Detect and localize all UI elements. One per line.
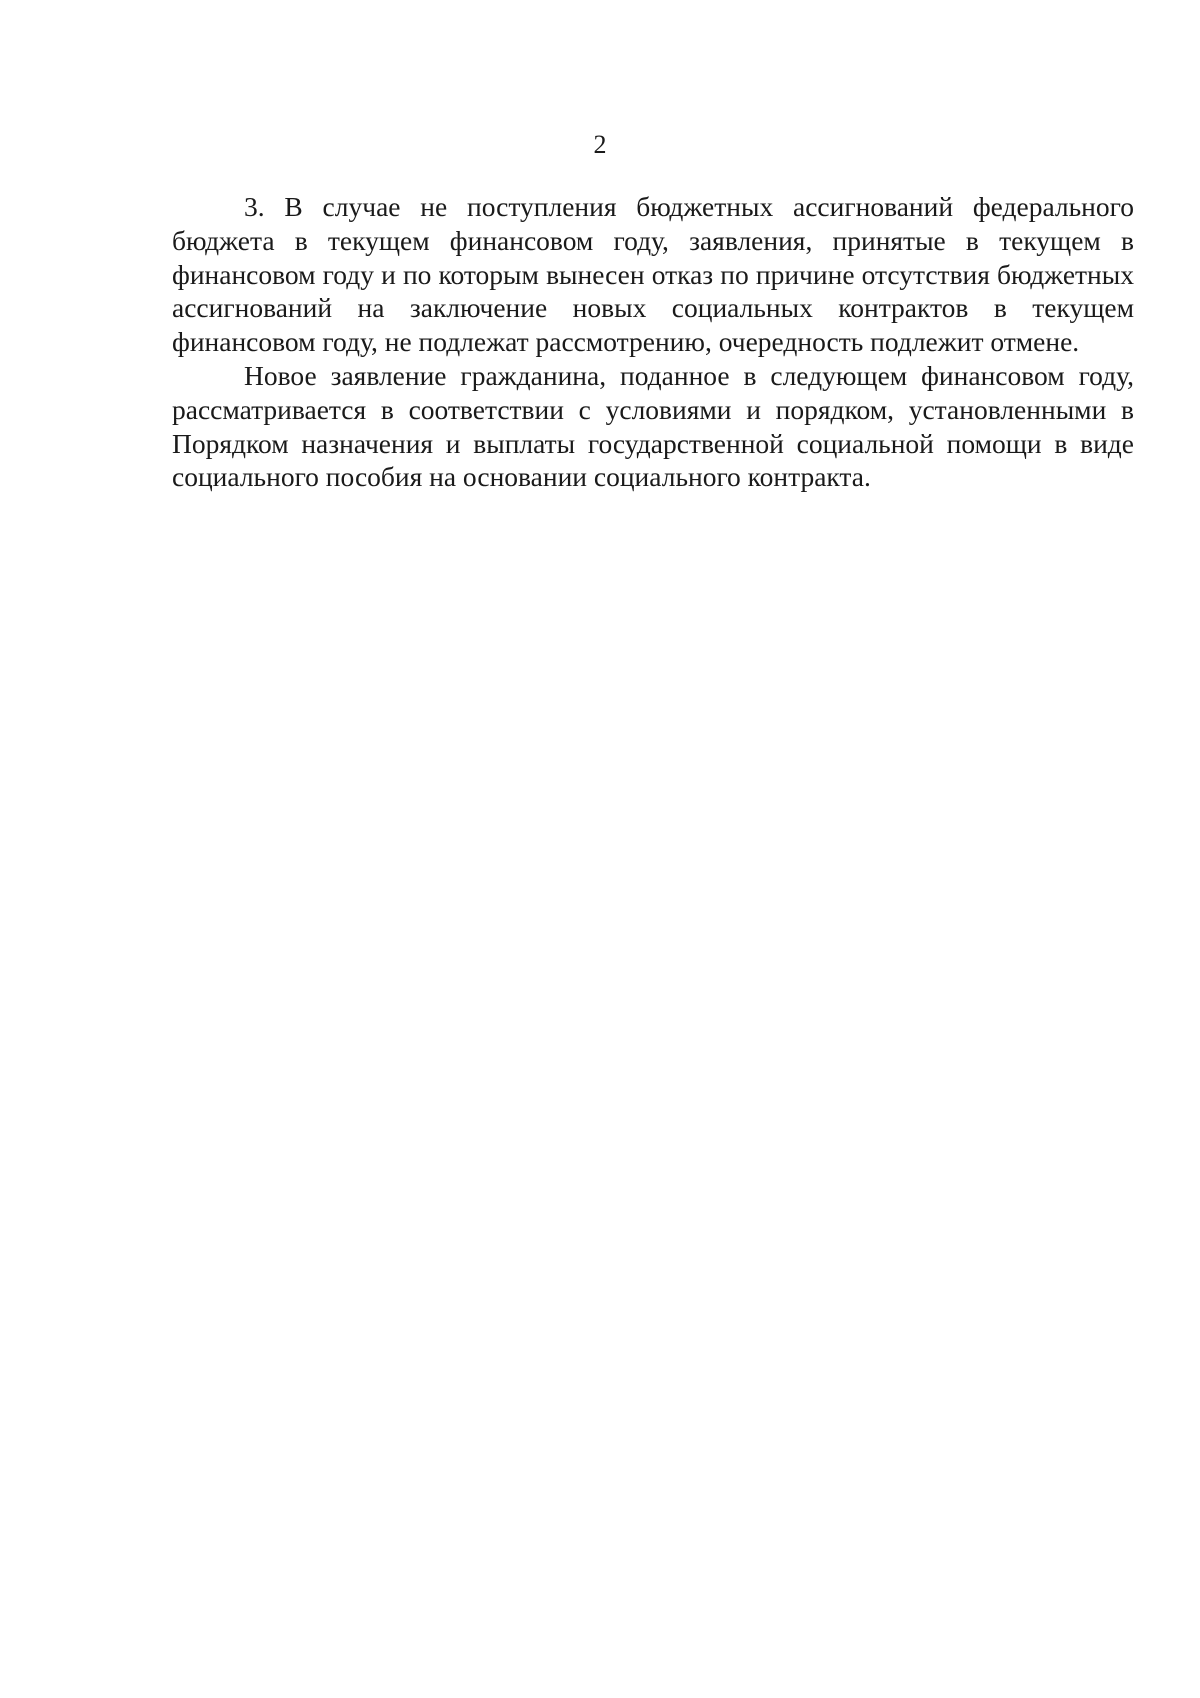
paragraph-clause-3: 3. В случае не поступления бюджетных ассигнований федерального бюджета в текущем финансовом году, заявления, принятые в текущем в финансовом году и по которым вынесен отказ по причине отсутствия бюджетных ассигнований на заключение новых социальных контрактов в текущем финансовом году, не подлежат рассмотрению, очередность подлежит отмене. <box>172 191 1134 358</box>
page-number: 2 <box>593 130 607 159</box>
document-body <box>172 190 1134 494</box>
paragraph-new-application: Новое заявление гражданина, поданное в следующем финансовом году, рассматривается в соответствии с условиями и порядком, установленными в Порядком назначения и выплаты государственной социальной помощи в виде социального пособия на основании социального контракта. <box>172 359 1134 493</box>
